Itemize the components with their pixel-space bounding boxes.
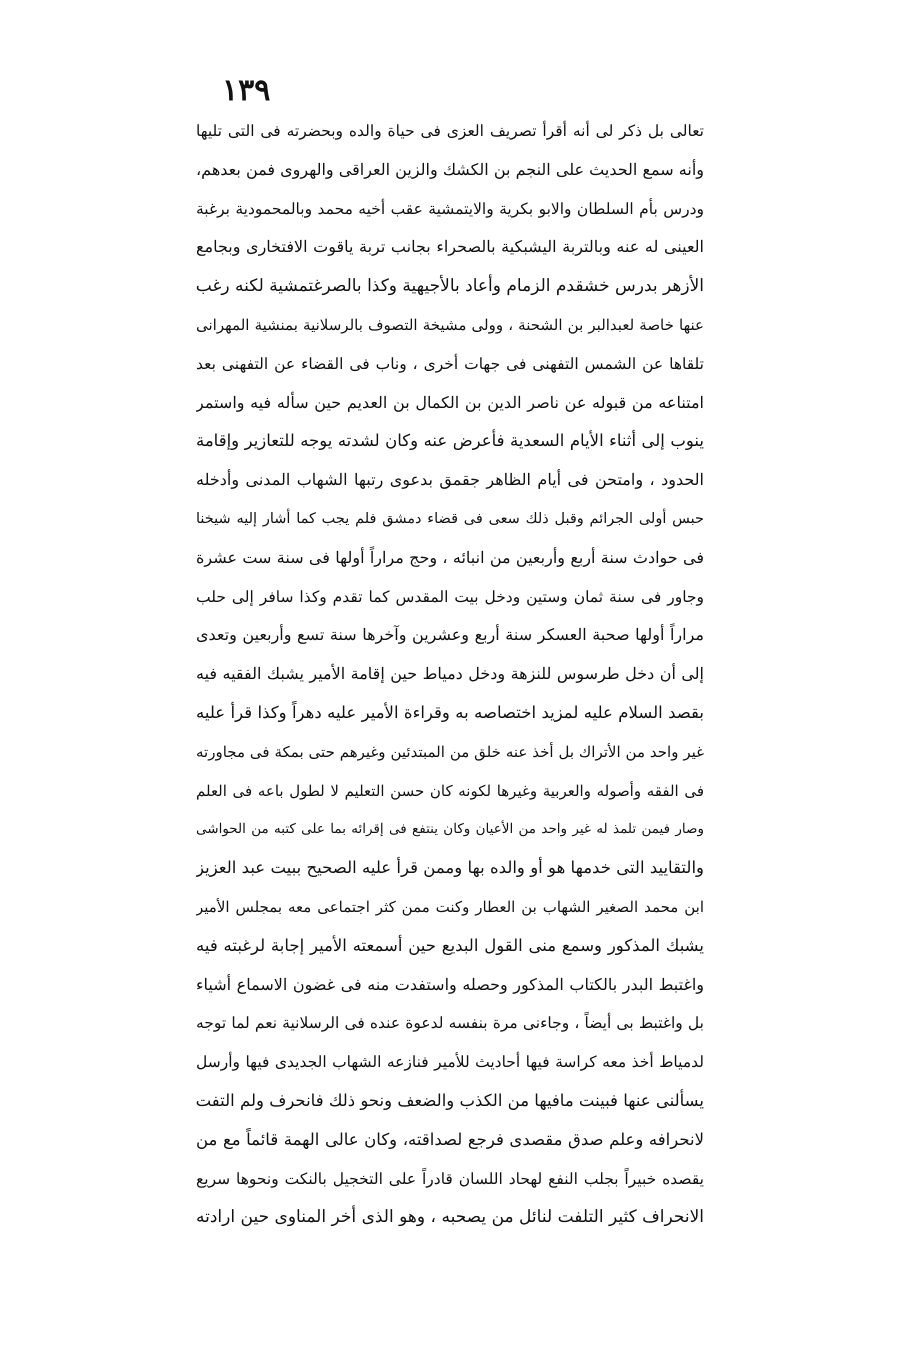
text-line: لانحرافه وعلم صدق مقصدى فرجع لصداقته، وكان عالى الهمة قائماً مع من (196, 1129, 704, 1149)
text-line: ابن محمد الصغير الشهاب بن العطار وكنت ممن كثر اجتماعى معه بمجلس الأمير (196, 897, 704, 916)
text-line: لدمياط أخذ معه كراسة فيها أحاديث للأمير فنازعه الشهاب الجديدى فيها وأرسل (196, 1053, 704, 1072)
text-line: امتناعه من قبوله عن ناصر الدين بن الكمال بن العديم حين سأله فيه واستمر (196, 392, 704, 412)
text-line: يقصده خبيراً بجلب النفع لهحاد اللسان قادراً على التخجيل بالنكت ونحوها سريع (196, 1169, 704, 1188)
text-line: الانحراف كثير التلفت لنائل من يصحبه ، وهو الذى أخر المناوى حين ارادته (196, 1207, 704, 1228)
text-line: فى الفقه وأصوله والعربية وغيرها لكونه كان حسن التعليم لا لطول باعه فى العلم (196, 781, 704, 800)
text-line: حبس أولى الجرائم وقبل ذلك سعى فى قضاء دمشق فلم يجب كما أشار إليه شيخنا (196, 510, 704, 527)
text-line: يشبك المذكور وسمع منى القول البديع حين أسمعته الأمير إجابة لرغبته فيه (196, 935, 704, 955)
text-line: ينوب إلى أثناء الأيام السعدية فأعرض عنه وكان لشدته يوجه للتعازير وإقامة (196, 431, 704, 451)
text-line: يسألنى عنها فبينت مافيها من الكذب والضعف ونحو ذلك فانحرف ولم التفت (196, 1090, 704, 1110)
text-line: ودرس بأم السلطان والابو بكرية والايتمشية عقب أخيه محمد وبالمحمودية برغبة (196, 199, 704, 218)
page-number: ١٣٩ (222, 73, 271, 108)
text-line: بقصد السلام عليه لمزيد اختصاصه به وقراءة الأمير عليه دهراً وكذا قرأ عليه (196, 702, 704, 722)
text-line: عنها خاصة لعبدالبر بن الشحنة ، وولى مشيخة التصوف بالرسلانية بمنشية المهرانى (196, 315, 704, 334)
text-line: واغتبط البدر بالكتاب المذكور وحصله واستفدت منه فى غضون الاسماع أشياء (196, 974, 704, 994)
body-text (196, 112, 704, 1237)
text-line: غير واحد من الأتراك بل أخذ عنه خلق من المبتدئين وغيرهم حتى بمكة فى مجاورته (196, 742, 704, 761)
text-line: والتقاييد التى خدمها هو أو والده بها وممن قرأ عليه الصحيح ببيت عبد العزيز (196, 858, 704, 878)
text-line: الحدود ، وامتحن فى أيام الظاهر جقمق بدعوى رتبها الشهاب المدنى وأدخله (196, 470, 704, 490)
text-line: بل واغتبط بى أيضاً ، وجاءنى مرة بنفسه لدعوة عنده فى الرسلانية نعم لما توجه (196, 1014, 704, 1033)
text-line: العينى له عنه وبالتربة اليشبكية بالصحراء بجانب تربة ياقوت الافتخارى وبجامع (196, 237, 704, 257)
text-line: وأنه سمع الحديث على النجم بن الكشك والزين العراقى والهروى فمن بعدهم، (196, 159, 704, 179)
text-line: تعالى بل ذكر لى أنه أقرأ تصريف العزى فى حياة والده وبحضرته فى التى تليها (196, 122, 704, 140)
text-line: وصار فيمن تلمذ له غير واحد من الأعيان وكان ينتفع فى إقرائه بما على كتبه من الحواشى (196, 821, 704, 838)
text-line: مراراً أولها صحبة العسكر سنة أربع وعشرين وآخرها سنة تسع وأربعين وتعدى (196, 625, 704, 645)
text-line: تلقاها عن الشمس التفهنى فى جهات أخرى ، وناب فى القضاء عن التفهنى بعد (196, 354, 704, 373)
text-line: إلى أن دخل طرسوس للنزهة ودخل دمياط حين إقامة الأمير يشبك الفقيه فيه (196, 664, 704, 684)
text-line: الأزهر بدرس خشقدم الزمام وأعاد بالأجيهية وكذا بالصرغتمشية لكنه رغب (196, 276, 704, 297)
text-line: فى حوادث سنة أربع وأربعين من انبائه ، وحج مراراً أولها فى سنة ست عشرة (196, 547, 704, 567)
text-line: وجاور فى سنة ثمان وستين ودخل بيت المقدس كما تقدم وكذا سافر إلى حلب (196, 587, 704, 606)
